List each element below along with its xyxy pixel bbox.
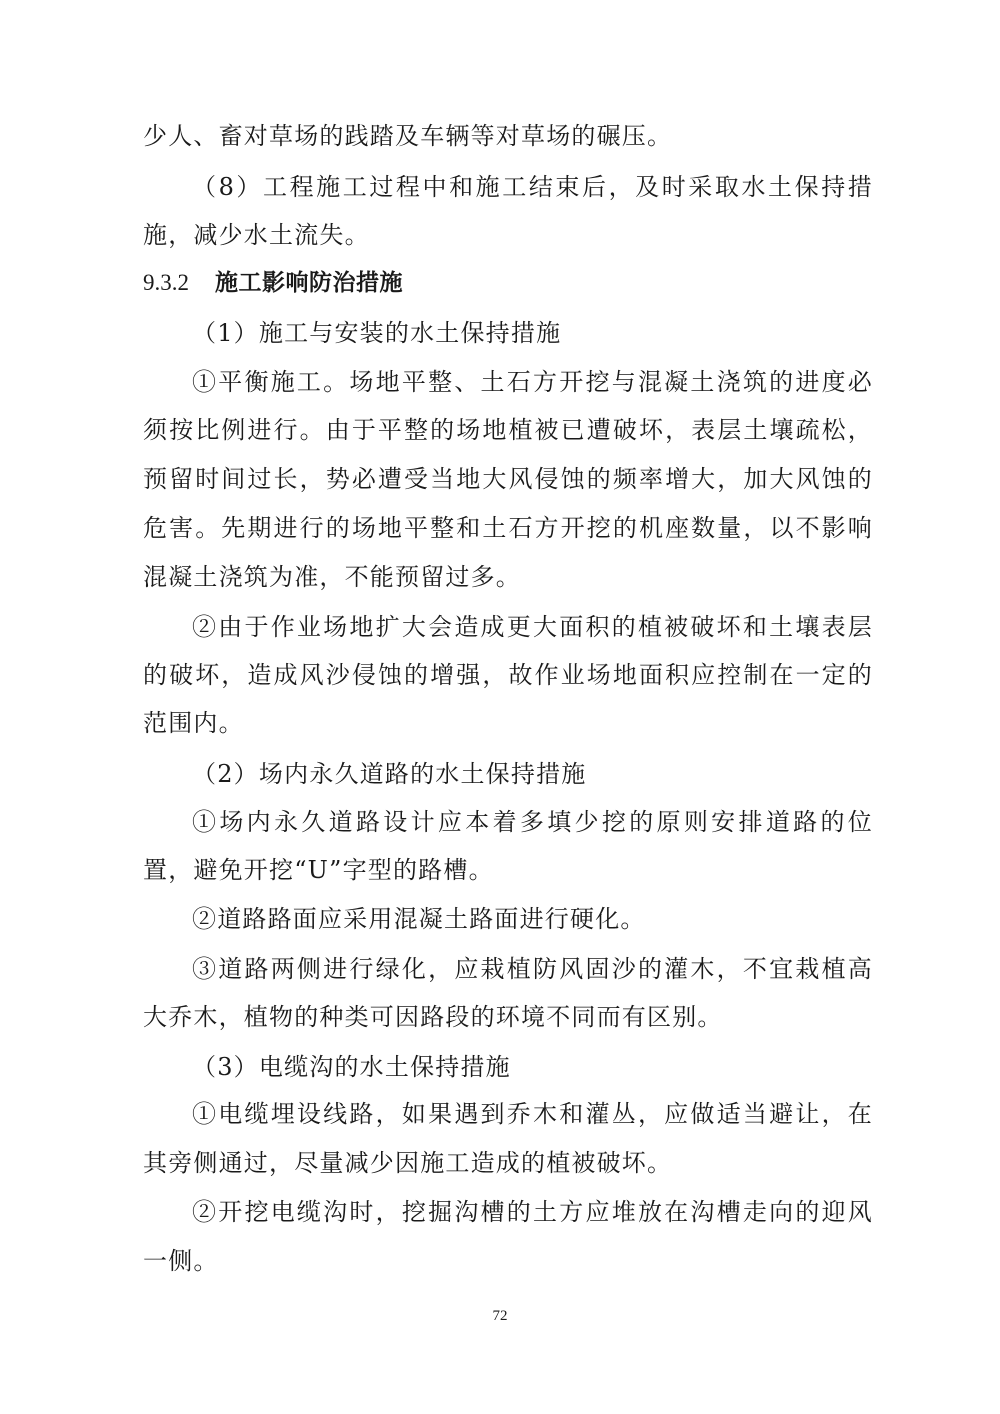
paragraph-line: ①场内永久道路设计应本着多填少挖的原则安排道路的位	[192, 808, 873, 836]
paragraph-line: ①平衡施工。场地平整、土石方开挖与混凝土浇筑的进度必	[192, 368, 873, 396]
section-heading	[143, 268, 403, 298]
paragraph-line: 混凝土浇筑为准，不能预留过多。	[143, 563, 521, 591]
paragraph-line: ②开挖电缆沟时，挖掘沟槽的土方应堆放在沟槽走向的迎风	[192, 1198, 873, 1226]
subsection-heading: （2）场内永久道路的水土保持措施	[192, 760, 587, 788]
paragraph-line: 置，避免开挖“U”字型的路槽。	[143, 856, 494, 884]
section-title: 施工影响防治措施	[215, 270, 403, 296]
paragraph-line: 大乔木，植物的种类可因路段的环境不同而有区别。	[143, 1003, 723, 1031]
paragraph-line: ②道路路面应采用混凝土路面进行硬化。	[192, 905, 646, 933]
paragraph-line: 的破坏，造成风沙侵蚀的增强，故作业场地面积应控制在一定的	[143, 661, 873, 689]
paragraph-line: ①电缆埋设线路，如果遇到乔木和灌丛，应做适当避让，在	[192, 1100, 873, 1128]
subsection-heading: （1）施工与安装的水土保持措施	[192, 319, 562, 347]
paragraph-line: ③道路两侧进行绿化，应栽植防风固沙的灌木，不宜栽植高	[192, 955, 873, 983]
paragraph-line: ②由于作业场地扩大会造成更大面积的植被破坏和土壤表层	[192, 613, 873, 641]
paragraph-line: （8）工程施工过程中和施工结束后，及时采取水土保持措	[192, 173, 873, 201]
subsection-heading: （3）电缆沟的水土保持措施	[192, 1053, 511, 1081]
page-number: 72	[492, 1308, 508, 1324]
paragraph-line: 施，减少水土流失。	[143, 221, 370, 249]
paragraph-line: 危害。先期进行的场地平整和土石方开挖的机座数量，以不影响	[143, 514, 873, 542]
paragraph-line: 预留时间过长，势必遭受当地大风侵蚀的频率增大，加大风蚀的	[143, 465, 873, 493]
paragraph-line: 范围内。	[143, 709, 244, 737]
section-number: 9.3.2	[143, 270, 189, 295]
paragraph-line: 一侧。	[143, 1247, 219, 1275]
paragraph-line: 其旁侧通过，尽量减少因施工造成的植被破坏。	[143, 1149, 673, 1177]
paragraph-line: 须按比例进行。由于平整的场地植被已遭破坏，表层土壤疏松，	[143, 416, 873, 444]
paragraph-line: 少人、畜对草场的践踏及车辆等对草场的碾压。	[143, 122, 673, 150]
